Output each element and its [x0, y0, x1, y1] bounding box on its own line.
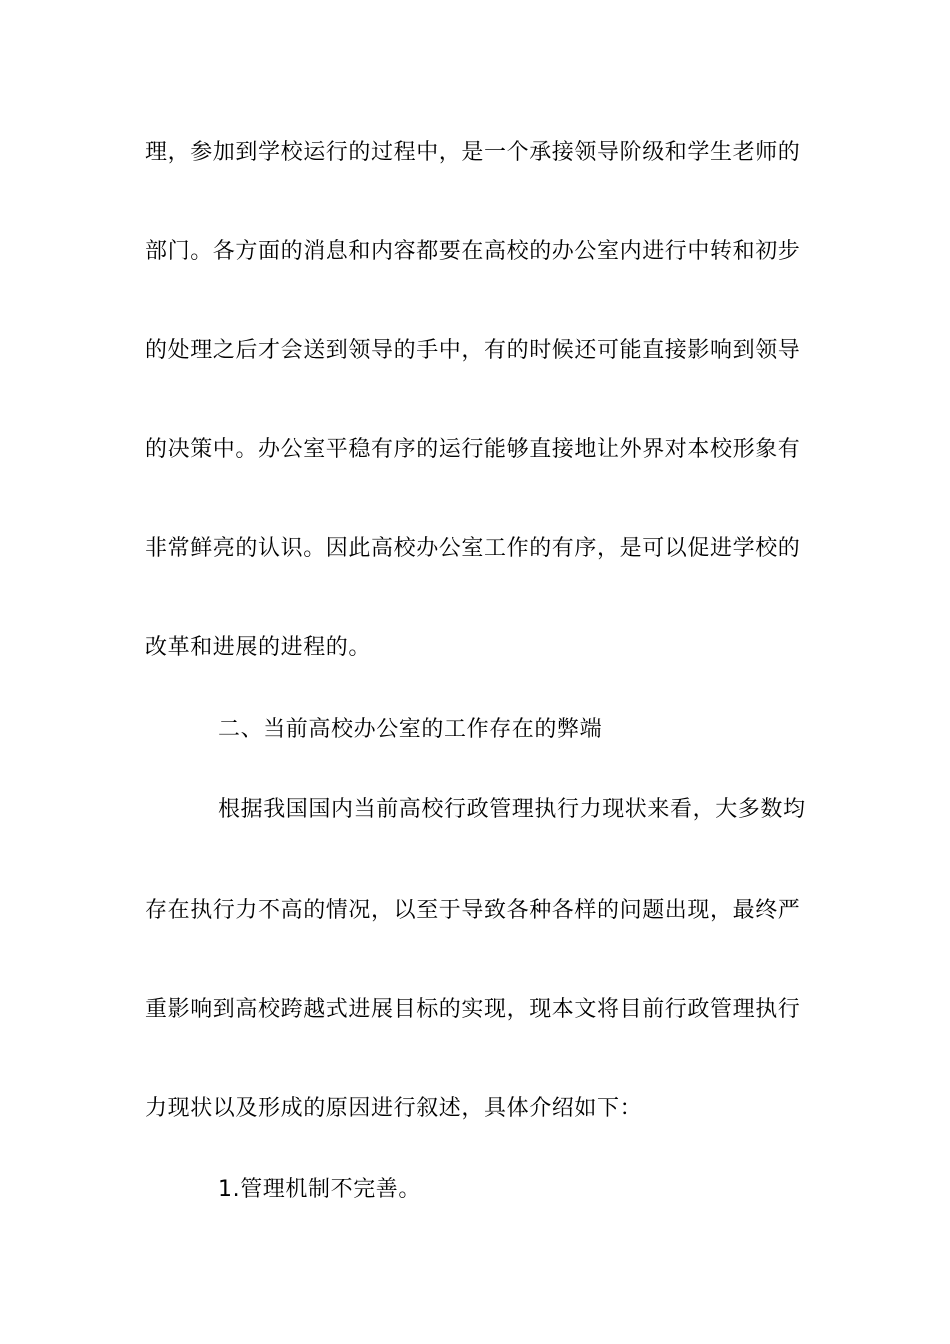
- paragraph-line: 力现状以及形成的原因进行叙述，具体介绍如下：: [145, 1096, 643, 1121]
- subheading: 1.管理机制不完善。: [218, 1177, 421, 1202]
- section-heading: 二、当前高校办公室的工作存在的弊端: [218, 717, 603, 742]
- paragraph-line: 部门。各方面的消息和内容都要在高校的办公室内进行中转和初步: [145, 239, 801, 264]
- paragraph-line: 非常鲜亮的认识。因此高校办公室工作的有序，是可以促进学校的: [145, 536, 801, 561]
- paragraph-line: 存在执行力不高的情况，以至于导致各种各样的问题出现，最终严: [145, 898, 801, 923]
- paragraph-line: 理，参加到学校运行的过程中，是一个承接领导阶级和学生老师的: [145, 140, 801, 165]
- paragraph-line: 改革和进展的进程的。: [145, 635, 372, 660]
- paragraph-line: 的决策中。办公室平稳有序的运行能够直接地让外界对本校形象有: [145, 437, 801, 462]
- paragraph-line: 的处理之后才会送到领导的手中，有的时候还可能直接影响到领导: [145, 338, 801, 363]
- paragraph-line: 根据我国国内当前高校行政管理执行力现状来看，大多数均: [218, 797, 806, 822]
- paragraph-line: 重影响到高校跨越式进展目标的实现，现本文将目前行政管理执行: [145, 997, 801, 1022]
